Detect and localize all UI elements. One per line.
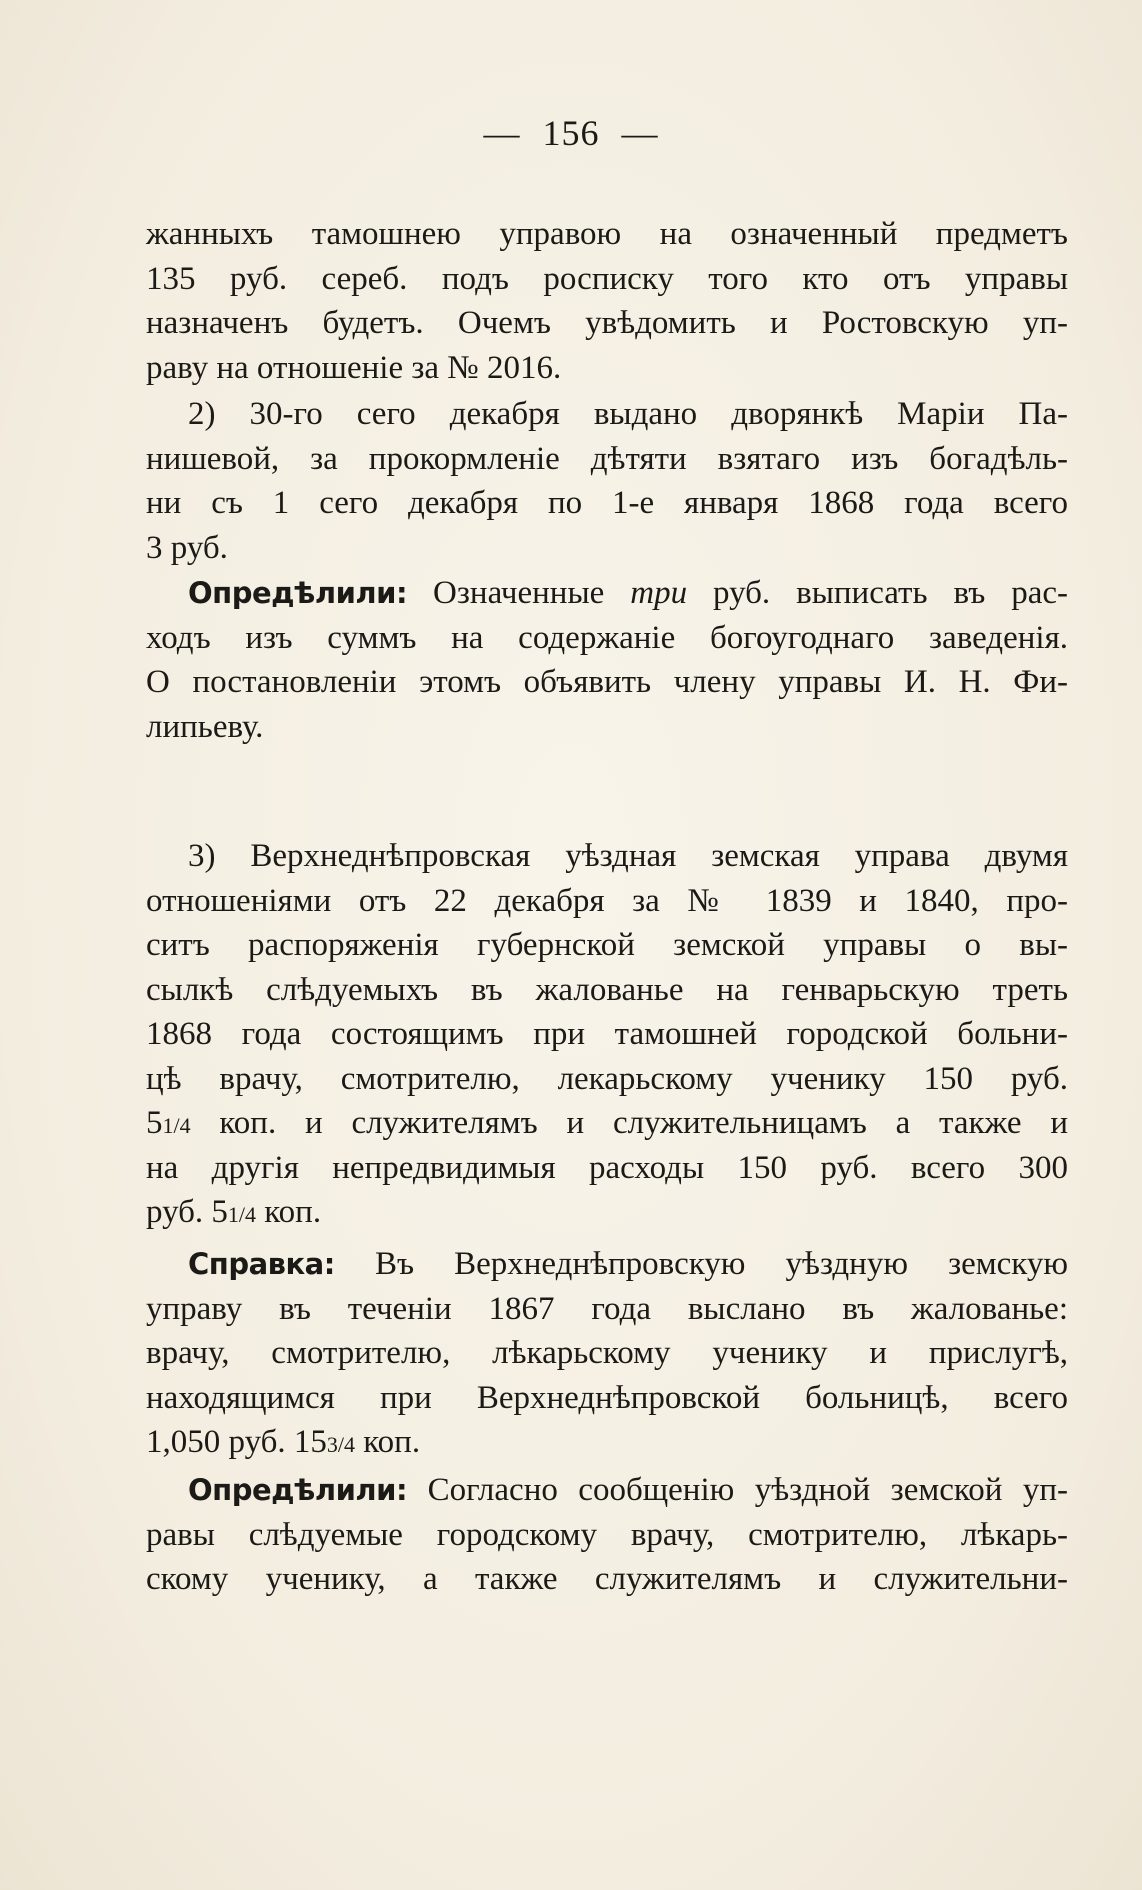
paragraph-resolution-2 (146, 1468, 1068, 1602)
text-line: цѣ врачу, смотрителю, лекарьскому ученику 150 руб. (146, 1060, 1068, 1097)
text-line: ходъ изъ суммъ на содержаніе богоугоднаго заведенія. (146, 619, 1068, 656)
text-line: врачу, смотрителю, лѣкарьскому ученику и прислугѣ, (146, 1335, 1068, 1371)
reference-label: Справка: (188, 1247, 335, 1281)
paragraph-resolution-1 (146, 571, 1068, 749)
paragraph-continuation (146, 212, 1068, 390)
text-line: 1868 года состоящимъ при тамошней городской больни- (146, 1016, 1068, 1052)
text-line: Опредѣлили: Согласно сообщенію уѣздной земской уп- (188, 1472, 1068, 1508)
text-line: 135 руб. сереб. подъ росписку того кто отъ управы (146, 260, 1068, 297)
text-line: О постановленіи этомъ объявить члену управы И. Н. Фи- (146, 664, 1068, 700)
text-line: 3) Верхнеднѣпровская уѣздная земская управа двумя (188, 838, 1068, 874)
text-line: Опредѣлили: Означенные три руб. выписать въ рас- (188, 575, 1068, 611)
text-line: отношеніями отъ 22 декабря за № 1839 и 1840, про- (146, 882, 1068, 919)
text-line: ситъ распоряженія губернской земской управы о вы- (146, 927, 1068, 963)
text-line: липьеву. (146, 708, 264, 745)
page-number-dash-left: — (483, 113, 521, 153)
text-line: 2) 30-го сего декабря выдано дворянкѣ Маріи Па- (188, 396, 1068, 432)
fraction: 1/4 (227, 1202, 257, 1227)
italic-word: три (630, 575, 688, 611)
text-line: 3 руб. (146, 529, 228, 566)
paragraph-item-3 (146, 834, 1068, 1235)
fraction: 1/4 (162, 1113, 191, 1138)
paragraph-item-2 (146, 392, 1068, 570)
fraction: 3/4 (326, 1432, 356, 1457)
text-line: находящимся при Верхнеднѣпровской больницѣ, всего (146, 1379, 1068, 1416)
text-line: на другія непредвидимыя расходы 150 руб. всего 300 (146, 1149, 1068, 1186)
page-number-dash-right: — (621, 113, 659, 153)
text-line: 51/4 коп. и служителямъ и служительницамъ а также и (146, 1105, 1068, 1141)
text-line: жанныхъ тамошнею управою на означенный предметъ (146, 216, 1068, 252)
text-line: ни съ 1 сего декабря по 1-е января 1868 года всего (146, 485, 1068, 521)
resolution-label: Опредѣлили: (188, 1473, 408, 1507)
text-line: сылкѣ слѣдуемыхъ въ жалованье на генварьскую треть (146, 971, 1068, 1008)
text-line: управу въ теченіи 1867 года выслано въ жалованье: (146, 1290, 1068, 1327)
text-line: руб. 51/4 коп. (146, 1194, 322, 1230)
text-line: равы слѣдуемые городскому врачу, смотрителю, лѣкарь- (146, 1516, 1068, 1553)
paragraph-reference (146, 1242, 1068, 1465)
resolution-label: Опредѣлили: (188, 576, 408, 610)
text-line: назначенъ будетъ. Очемъ увѣдомить и Ростовскую уп- (146, 305, 1068, 341)
text-line: скому ученику, а также служителямъ и служительни- (146, 1561, 1068, 1597)
page-number-value: 156 (542, 113, 600, 153)
text-line: раву на отношеніе за № 2016. (146, 349, 562, 386)
page-number (0, 112, 1142, 154)
text-line: 1,050 руб. 153/4 коп. (146, 1424, 421, 1460)
text-line: Справка: Въ Верхнеднѣпровскую уѣздную земскую (188, 1246, 1069, 1282)
text-line: нишевой, за прокормленіе дѣтяти взятаго изъ богадѣль- (146, 440, 1068, 477)
